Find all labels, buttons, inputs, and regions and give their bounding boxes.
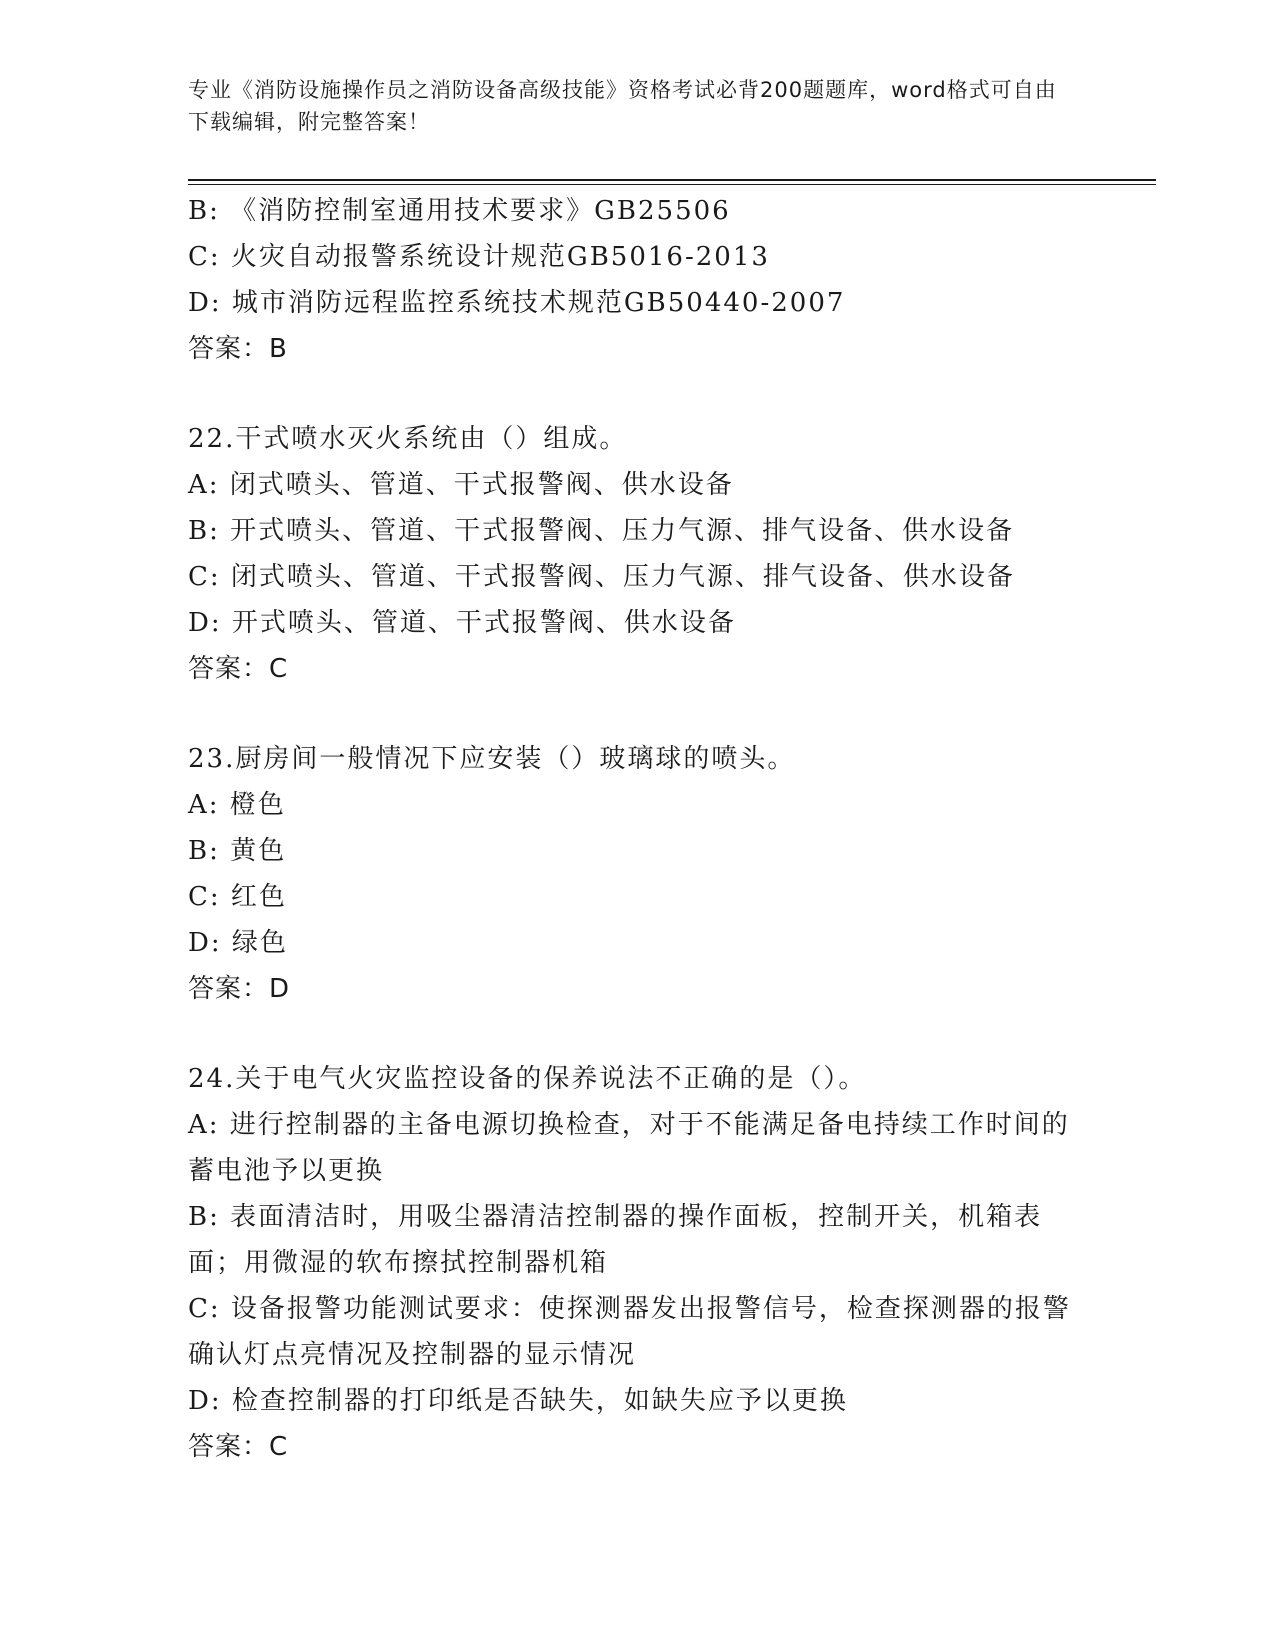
option-b: B: 开式喷头、管道、干式报警阀、压力气源、排气设备、供水设备 [188,516,1015,546]
option-d: D: 城市消防远程监控系统技术规范GB50440-2007 [188,288,846,318]
question-stem: 24.关于电气火灾监控设备的保养说法不正确的是（）。 [188,1064,867,1094]
answer: 答案：D [188,974,291,1004]
header-rule-thin [188,184,1156,185]
option-c: C: 红色 [188,882,287,912]
option-b: B: 黄色 [188,836,287,866]
option-c: C: 闭式喷头、管道、干式报警阀、压力气源、排气设备、供水设备 [188,562,1015,592]
option-b: B: 表面清洁时，用吸尘器清洁控制器的操作面板，控制开关，机箱表面；用微湿的软布擦拭控制器机箱 [188,1202,1043,1278]
question-stem: 22.干式喷水灭火系统由（）组成。 [188,424,628,454]
option-d: D: 绿色 [188,928,288,958]
document-body [188,188,1088,1470]
question-23 [188,736,1088,1012]
option-a: A: 进行控制器的主备电源切换检查，对于不能满足备电持续工作时间的蓄电池予以更换 [188,1110,1070,1186]
continued-question [188,188,1088,372]
answer: 答案：C [188,1432,289,1462]
question-24 [188,1056,1088,1470]
answer: 答案：C [188,654,289,684]
page-header: 专业《消防设施操作员之消防设备高级技能》资格考试必背200题题库，word格式可自由下载编辑，附完整答案！ [188,78,1057,134]
header-rule-thick [188,179,1156,181]
option-d: D: 检查控制器的打印纸是否缺失，如缺失应予以更换 [188,1386,848,1416]
option-a: A: 橙色 [188,790,286,820]
option-c: C: 火灾自动报警系统设计规范GB5016-2013 [188,242,770,272]
question-22 [188,416,1088,692]
option-a: A: 闭式喷头、管道、干式报警阀、供水设备 [188,470,734,500]
option-c: C: 设备报警功能测试要求：使探测器发出报警信号，检查探测器的报警确认灯点亮情况及控制器的显示情况 [188,1294,1071,1370]
question-stem: 23.厨房间一般情况下应安装（）玻璃球的喷头。 [188,744,796,774]
answer: 答案：B [188,334,288,364]
option-d: D: 开式喷头、管道、干式报警阀、供水设备 [188,608,736,638]
option-b: B: 《消防控制室通用技术要求》GB25506 [188,196,731,226]
